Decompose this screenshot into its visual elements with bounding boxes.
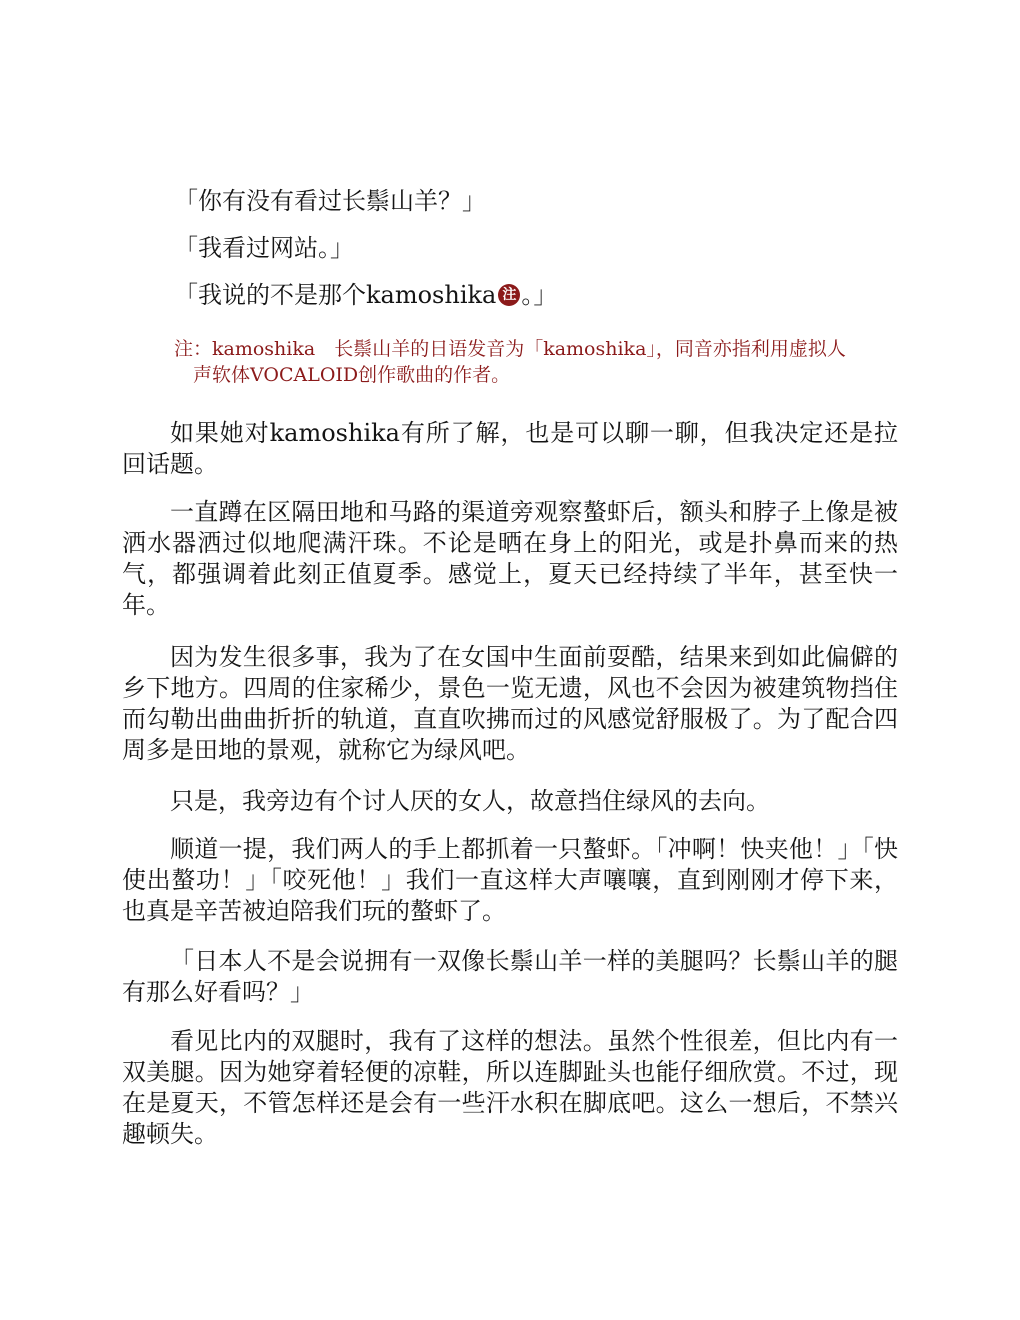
dialogue-line-3 [174,280,894,310]
footnote-marker-icon[interactable]: 注 [498,284,520,306]
dialogue-line-2: 「我看过网站。」 [174,234,354,262]
paragraph-1: 如果她对kamoshika有所了解，也是可以聊一聊，但我决定还是拉回话题。 [122,419,898,478]
paragraph-5: 顺道一提，我们两人的手上都抓着一只螯虾。「冲啊！快夹他！」「快使出螯功！」「咬死他！」我们一直这样大声嚷嚷，直到刚刚才停下来，也真是辛苦被迫陪我们玩的螯虾了。 [122,835,898,925]
paragraph-6: 「日本人不是会说拥有一双像长鬃山羊一样的美腿吗？长鬃山羊的腿有那么好看吗？」 [122,947,898,1006]
footnote-line-2: 声软体VOCALOID创作歌曲的作者。 [193,364,511,386]
paragraph-3: 因为发生很多事，我为了在女国中生面前耍酷，结果来到如此偏僻的乡下地方。四周的住家稀少，景色一览无遗，风也不会因为被建筑物挡住而勾勒出曲曲折折的轨道，直直吹拂而过的风感觉舒服极了。为了配合四周多是田地的景观，就称它为绿风吧。 [122,643,898,764]
dialogue-line-3-end: 。」 [521,281,558,309]
footnote [174,336,904,388]
paragraph-7: 看见比内的双腿时，我有了这样的想法。虽然个性很差，但比内有一双美腿。因为她穿着轻便的凉鞋，所以连脚趾头也能仔细欣赏。不过，现在是夏天，不管怎样还是会有一些汗水积在脚底吧。这么一想后，不禁兴趣顿失。 [122,1027,898,1148]
dialogue-line-3-text: 「我说的不是那个kamoshika [174,281,497,309]
paragraph-4: 只是，我旁边有个讨人厌的女人，故意挡住绿风的去向。 [170,787,770,815]
footnote-line-1: 注：kamoshika 长鬃山羊的日语发音为「kamoshika」，同音亦指利用虚拟人 [174,338,846,360]
paragraph-2: 一直蹲在区隔田地和马路的渠道旁观察螯虾后，额头和脖子上像是被洒水器洒过似地爬满汗珠。不论是晒在身上的阳光，或是扑鼻而来的热气，都强调着此刻正值夏季。感觉上，夏天已经持续了半年，甚至快一年。 [122,498,898,619]
dialogue-line-1: 「你有没有看过长鬃山羊？」 [174,187,486,215]
